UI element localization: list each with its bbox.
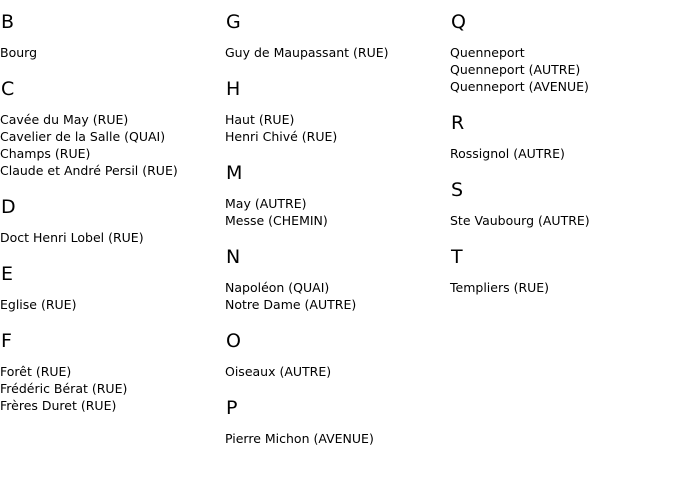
letter-heading: B — [1, 11, 15, 33]
street-item — [450, 279, 675, 296]
street-link[interactable]: Henri Chivé (RUE) — [225, 129, 338, 144]
street-item — [225, 128, 450, 145]
letter-heading: H — [226, 78, 241, 100]
letter-heading: P — [226, 397, 238, 419]
street-list — [450, 212, 675, 229]
letter-group-c — [0, 77, 225, 179]
street-link[interactable]: Forêt (RUE) — [0, 364, 72, 379]
street-link[interactable]: Bourg — [0, 45, 37, 60]
letter-group-m — [225, 161, 450, 229]
street-item — [450, 212, 675, 229]
street-item — [0, 229, 225, 246]
street-item — [225, 363, 450, 380]
street-list — [225, 430, 450, 447]
letter-group-q — [450, 10, 675, 95]
street-item — [0, 296, 225, 313]
street-link[interactable]: Frères Duret (RUE) — [0, 398, 117, 413]
street-link[interactable]: Ste Vaubourg (AUTRE) — [450, 213, 590, 228]
letter-group-s — [450, 178, 675, 229]
street-link[interactable]: Quenneport (AUTRE) — [450, 62, 581, 77]
street-list — [225, 279, 450, 313]
letter-group-h — [225, 77, 450, 145]
letter-heading: F — [1, 330, 12, 352]
letter-heading: S — [451, 179, 464, 201]
street-link[interactable]: Quenneport — [450, 45, 525, 60]
street-item — [450, 61, 675, 78]
street-item — [0, 44, 225, 61]
street-item — [225, 296, 450, 313]
street-item — [450, 78, 675, 95]
street-link[interactable]: Eglise (RUE) — [0, 297, 77, 312]
letter-heading: M — [226, 162, 243, 184]
letter-heading: O — [226, 330, 241, 352]
street-item — [0, 111, 225, 128]
letter-heading: D — [1, 196, 16, 218]
street-link[interactable]: Notre Dame (AUTRE) — [225, 297, 357, 312]
street-list — [225, 363, 450, 380]
street-item — [225, 195, 450, 212]
street-item — [0, 380, 225, 397]
street-item — [0, 397, 225, 414]
letter-heading: T — [451, 246, 463, 268]
letter-group-g — [225, 10, 450, 61]
street-list — [450, 44, 675, 95]
index-column-1 — [0, 10, 225, 430]
street-item — [450, 44, 675, 61]
street-list — [0, 229, 225, 246]
street-item — [225, 212, 450, 229]
street-link[interactable]: Rossignol (AUTRE) — [450, 146, 565, 161]
street-link[interactable]: Templiers (RUE) — [450, 280, 550, 295]
street-link[interactable]: Claude et André Persil (RUE) — [0, 163, 178, 178]
index-column-2 — [225, 10, 450, 463]
street-list — [0, 363, 225, 414]
street-item — [0, 162, 225, 179]
street-item — [0, 363, 225, 380]
street-link[interactable]: Doct Henri Lobel (RUE) — [0, 230, 144, 245]
letter-group-d — [0, 195, 225, 246]
letter-group-b — [0, 10, 225, 61]
street-link[interactable]: Frédéric Bérat (RUE) — [0, 381, 128, 396]
street-link[interactable]: May (AUTRE) — [225, 196, 307, 211]
street-link[interactable]: Quenneport (AVENUE) — [450, 79, 589, 94]
street-item — [225, 44, 450, 61]
street-link[interactable]: Napoléon (QUAI) — [225, 280, 330, 295]
letter-group-r — [450, 111, 675, 162]
letter-group-t — [450, 245, 675, 296]
street-link[interactable]: Pierre Michon (AVENUE) — [225, 431, 374, 446]
street-item — [0, 128, 225, 145]
street-list — [225, 195, 450, 229]
street-link[interactable]: Cavelier de la Salle (QUAI) — [0, 129, 166, 144]
street-list — [450, 145, 675, 162]
index-column-3 — [450, 10, 675, 312]
letter-heading: C — [1, 78, 15, 100]
letter-group-o — [225, 329, 450, 380]
street-list — [225, 111, 450, 145]
street-item — [450, 145, 675, 162]
street-list — [225, 44, 450, 61]
street-link[interactable]: Haut (RUE) — [225, 112, 295, 127]
letter-heading: N — [226, 246, 241, 268]
letter-group-n — [225, 245, 450, 313]
letter-heading: Q — [451, 11, 466, 33]
street-list — [450, 279, 675, 296]
street-list — [0, 111, 225, 179]
letter-group-p — [225, 396, 450, 447]
letter-group-f — [0, 329, 225, 414]
street-list — [0, 296, 225, 313]
street-link[interactable]: Champs (RUE) — [0, 146, 91, 161]
street-list — [0, 44, 225, 61]
street-link[interactable]: Oiseaux (AUTRE) — [225, 364, 332, 379]
letter-heading: G — [226, 11, 241, 33]
street-item — [0, 145, 225, 162]
street-link[interactable]: Guy de Maupassant (RUE) — [225, 45, 389, 60]
letter-heading: R — [451, 112, 465, 134]
letter-heading: E — [1, 263, 14, 285]
street-item — [225, 430, 450, 447]
street-link[interactable]: Cavée du May (RUE) — [0, 112, 129, 127]
street-item — [225, 111, 450, 128]
street-item — [225, 279, 450, 296]
street-link[interactable]: Messe (CHEMIN) — [225, 213, 328, 228]
letter-group-e — [0, 262, 225, 313]
